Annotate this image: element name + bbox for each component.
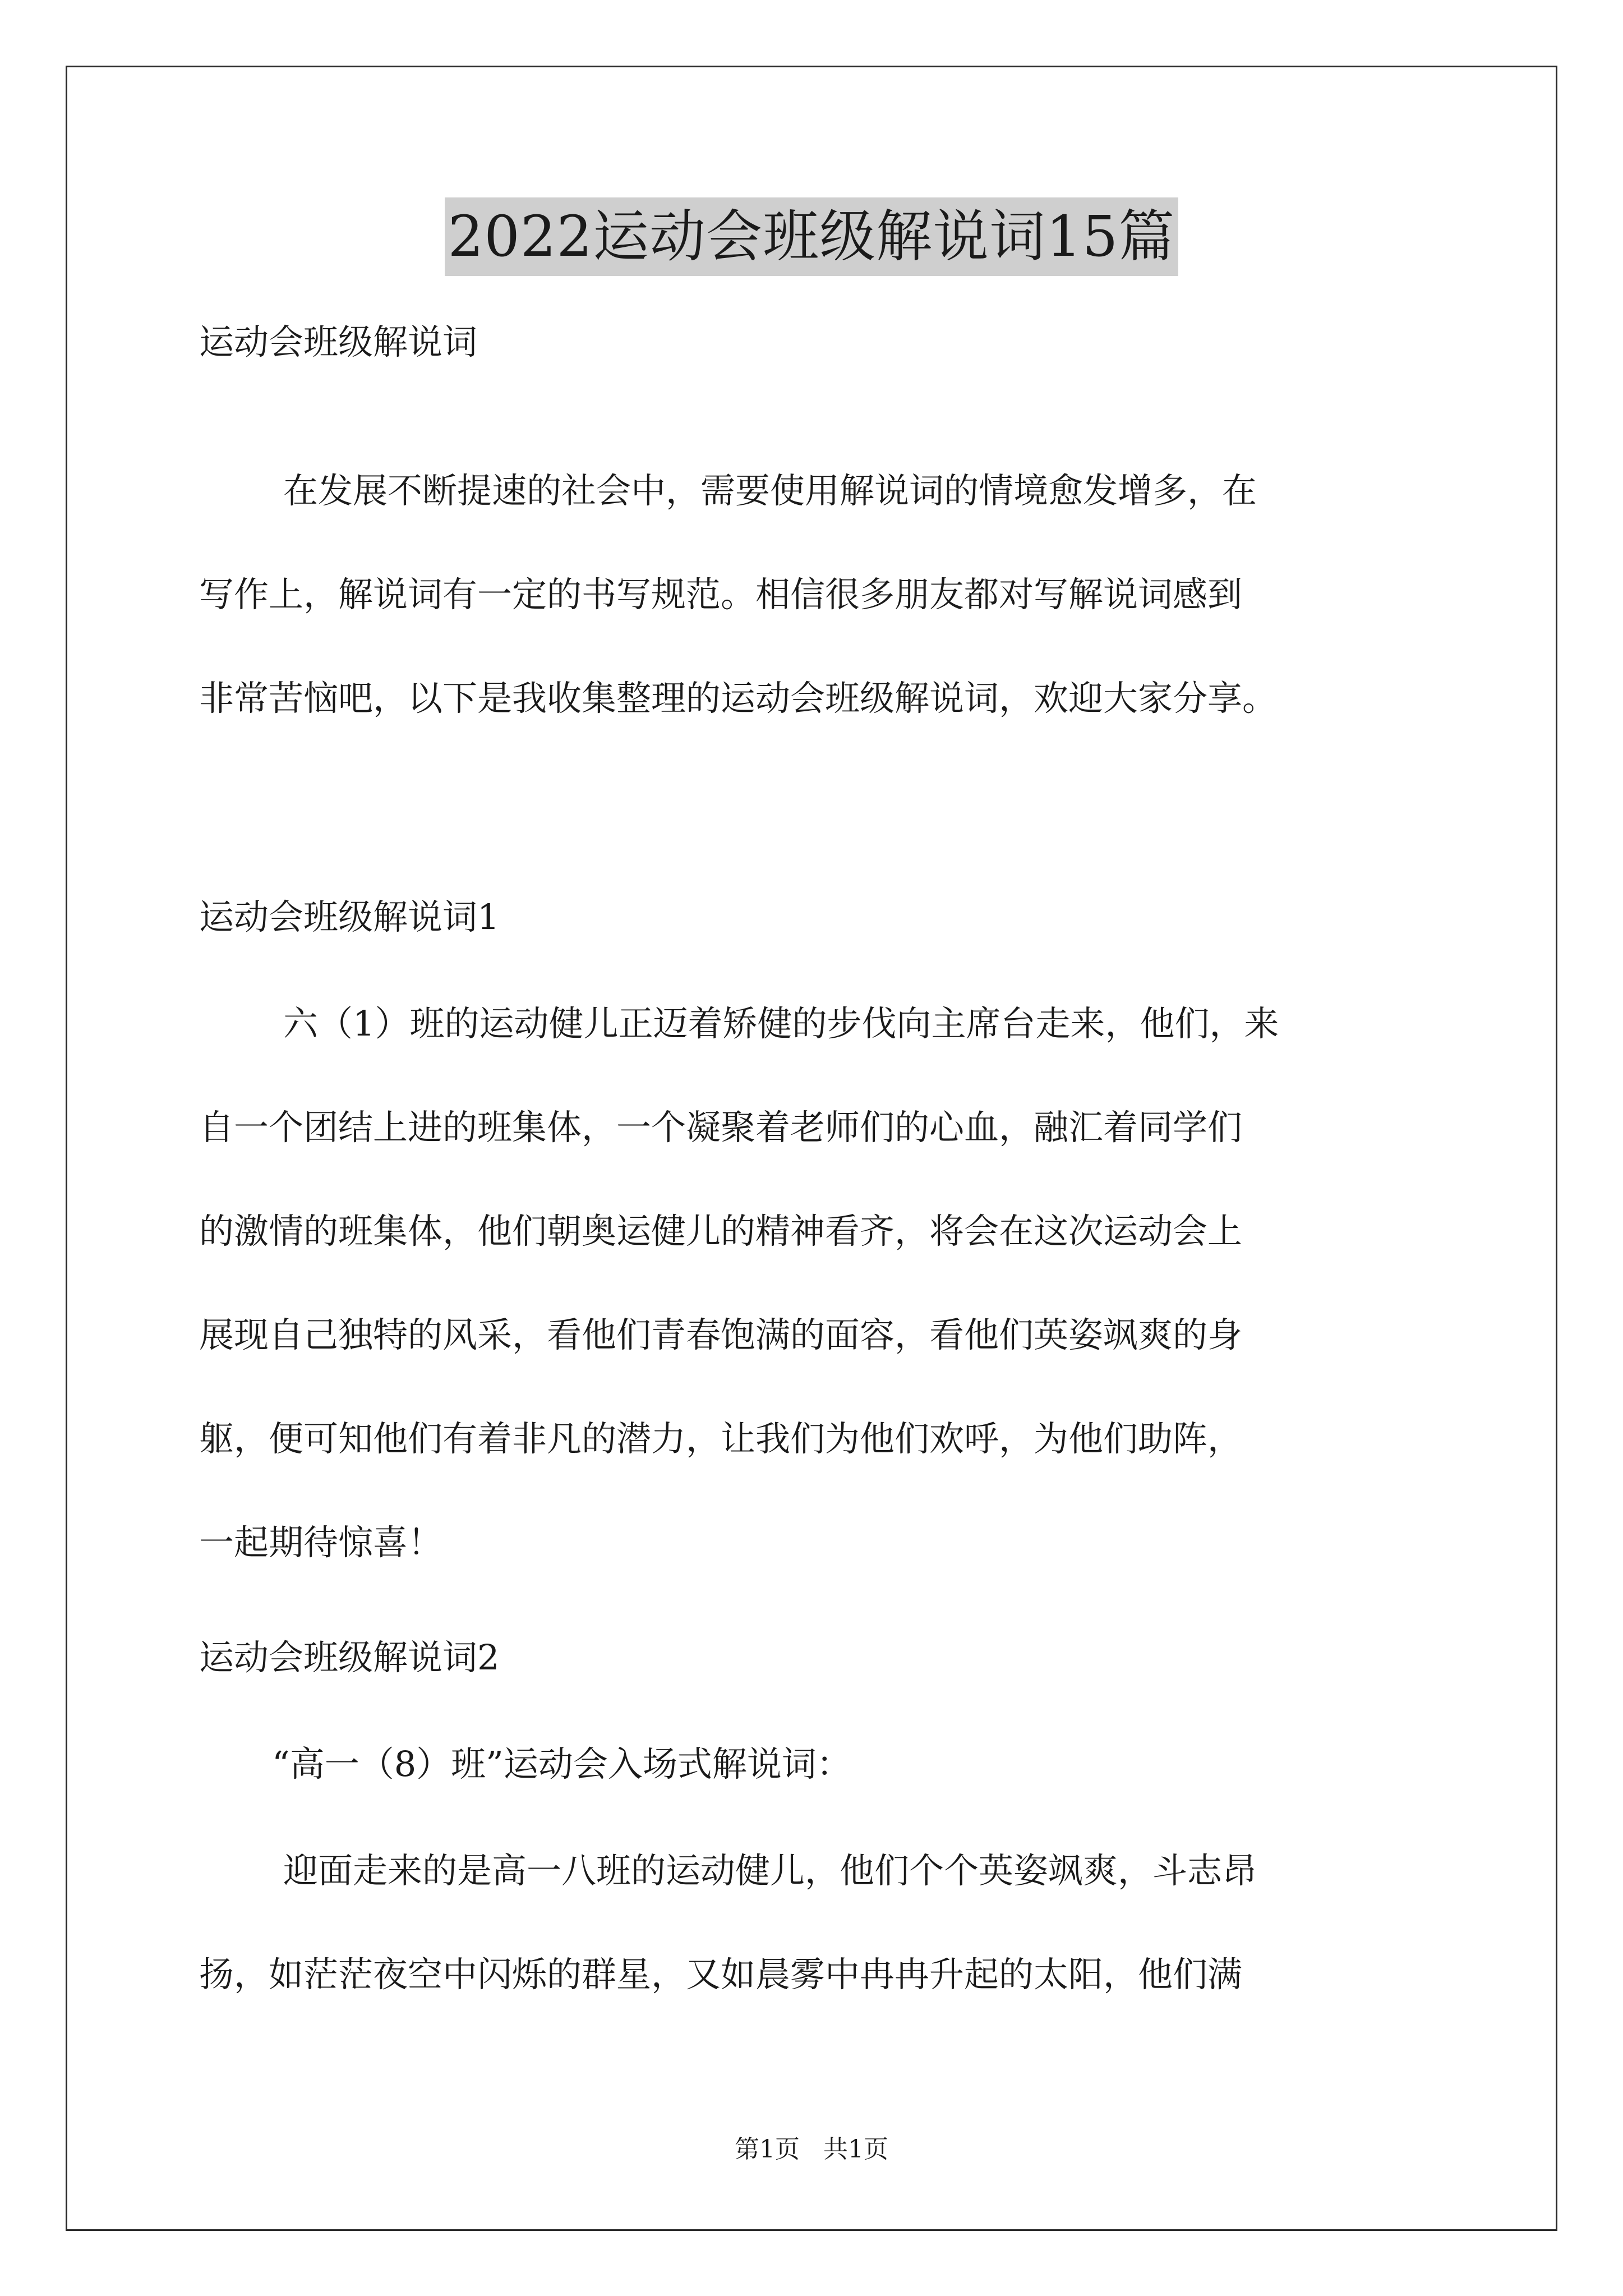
- section2-subtitle: “高一（8）班”运动会入场式解说词：: [272, 1743, 851, 1784]
- intro-heading: 运动会班级解说词: [199, 321, 478, 362]
- paragraph-line: 迎面走来的是高一八班的运动健儿，他们个个英姿飒爽，斗志昂: [283, 1850, 1257, 1891]
- title-wrap: [0, 197, 1623, 276]
- paragraph-line: 一起期待惊喜！: [199, 1522, 443, 1563]
- paragraph-line: 躯，便可知他们有着非凡的潜力，让我们为他们欢呼，为他们助阵，: [199, 1418, 1243, 1459]
- paragraph-line: 在发展不断提速的社会中，需要使用解说词的情境愈发增多，在: [283, 470, 1257, 511]
- page-indicator: 第1页 共1页: [735, 2135, 888, 2164]
- paragraph-line: 非常苦恼吧，以下是我收集整理的运动会班级解说词，欢迎大家分享。: [199, 678, 1278, 719]
- paragraph-line: 写作上，解说词有一定的书写规范。相信很多朋友都对写解说词感到: [199, 574, 1243, 615]
- section1-heading: 运动会班级解说词1: [199, 896, 500, 937]
- paragraph-line: 展现自己独特的风采，看他们青春饱满的面容，看他们英姿飒爽的身: [199, 1314, 1243, 1355]
- paragraph-line: 扬，如茫茫夜空中闪烁的群星，又如晨雾中冉冉升起的太阳，他们满: [199, 1954, 1243, 1995]
- paragraph-line: 六（1）班的运动健儿正迈着矫健的步伐向主席台走来，他们，来: [283, 1003, 1279, 1044]
- paragraph-line: 的激情的班集体，他们朝奥运健儿的精神看齐，将会在这次运动会上: [199, 1211, 1243, 1251]
- paragraph-line: 自一个团结上进的班集体，一个凝聚着老师们的心血，融汇着同学们: [199, 1107, 1243, 1148]
- document-title: 2022运动会班级解说词15篇: [445, 197, 1179, 276]
- page-footer: [0, 2129, 1623, 2165]
- section2-heading: 运动会班级解说词2: [199, 1637, 500, 1678]
